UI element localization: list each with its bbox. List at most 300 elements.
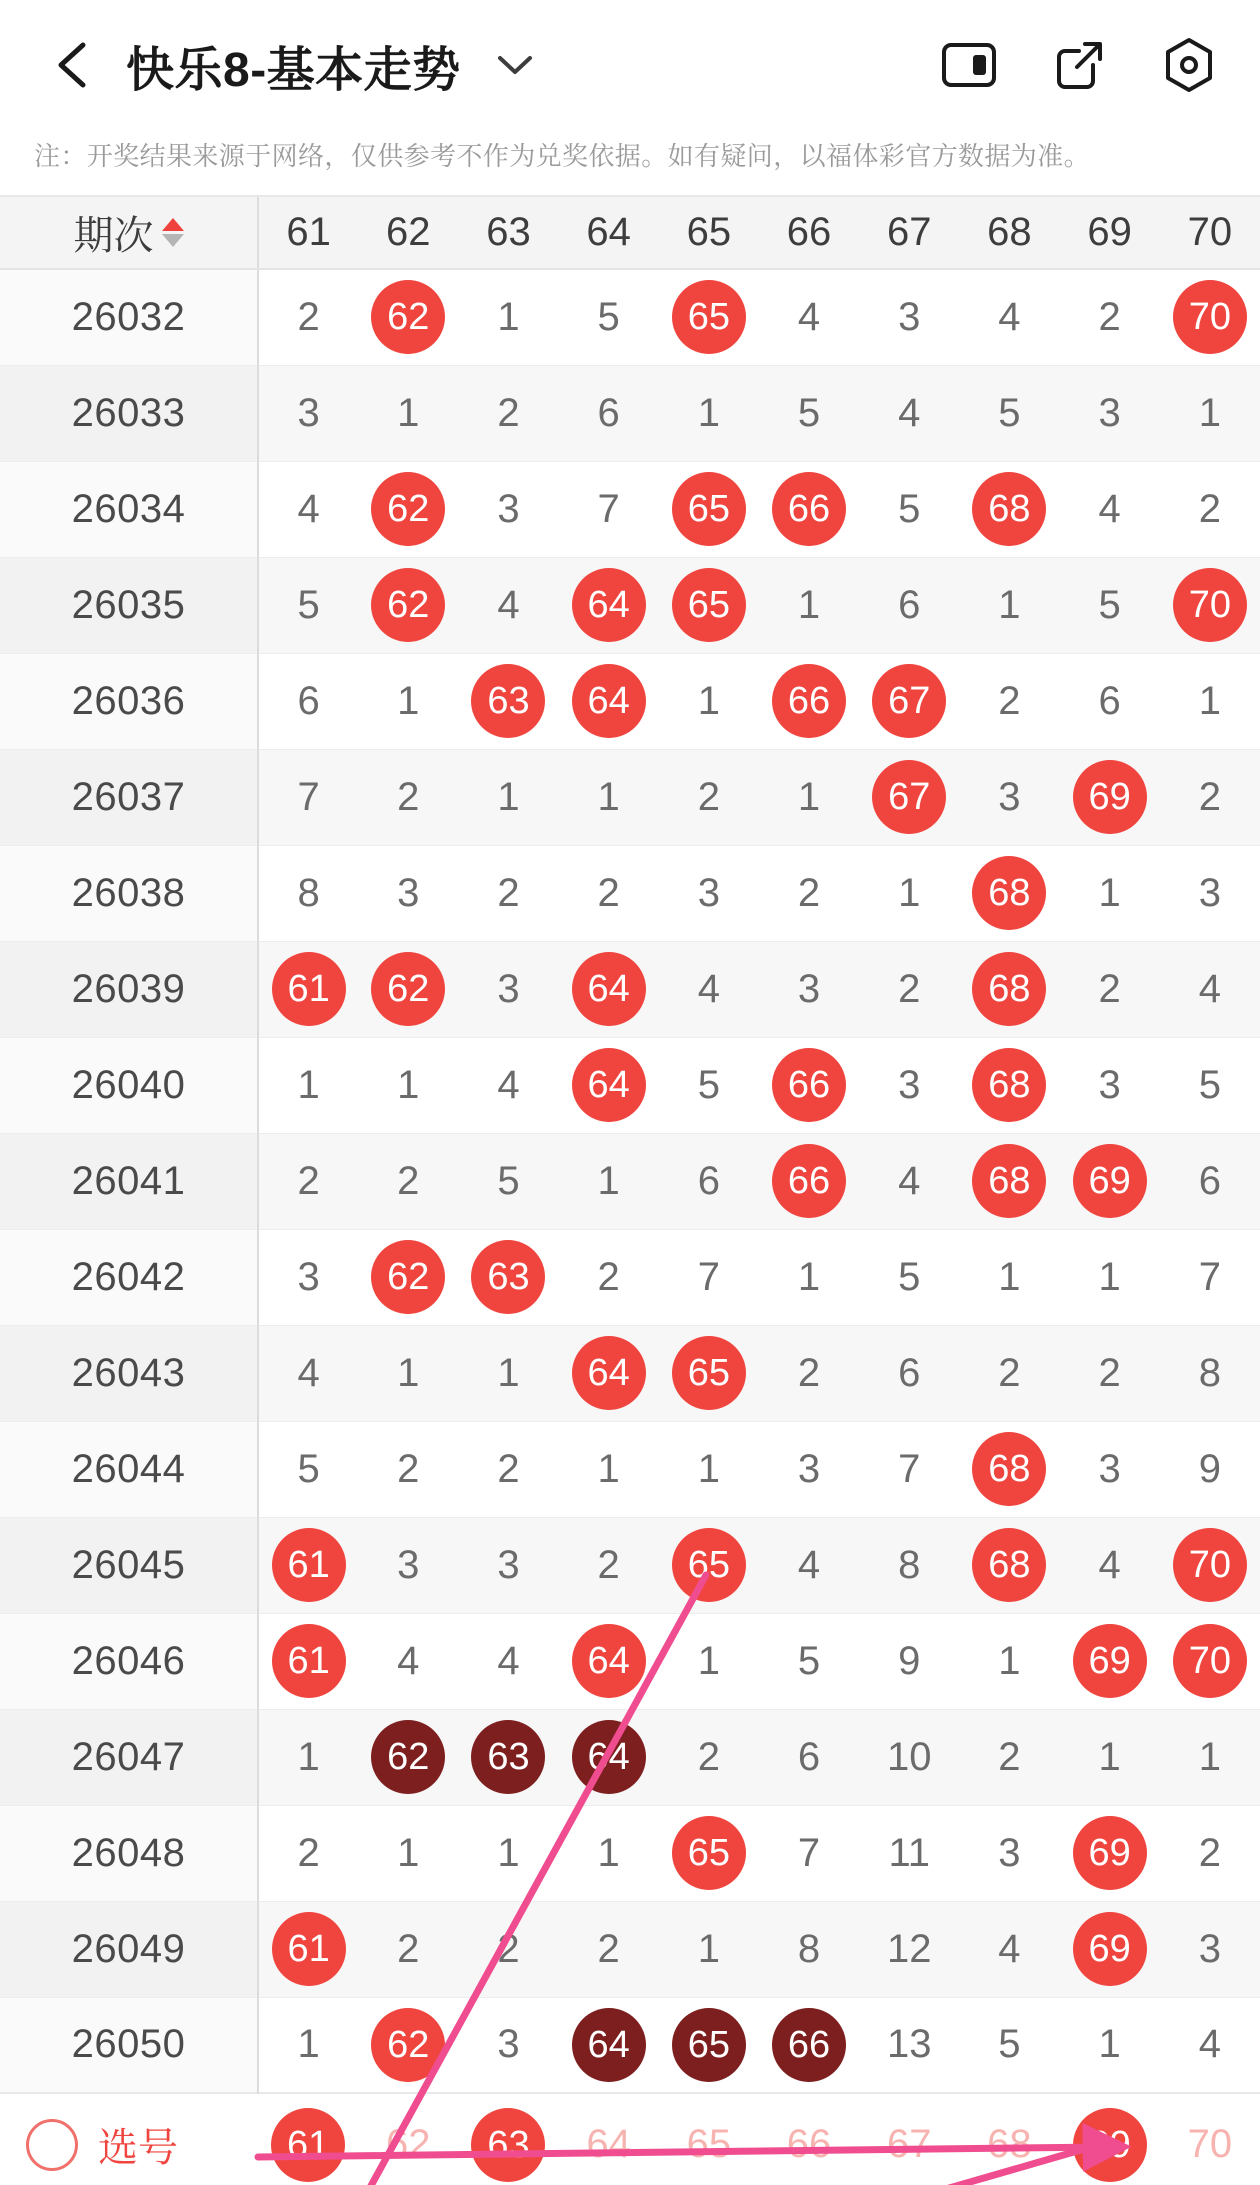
back-icon[interactable] bbox=[48, 39, 100, 91]
select-number-cell[interactable]: 67 bbox=[859, 2093, 959, 2185]
share-icon[interactable] bbox=[1048, 34, 1110, 96]
miss-cell[interactable]: 4 bbox=[1160, 1997, 1260, 2093]
table-row[interactable] bbox=[0, 1613, 1260, 1709]
number-ball[interactable]: 66 bbox=[772, 472, 846, 546]
number-ball[interactable]: 64 bbox=[572, 1720, 646, 1794]
miss-cell[interactable]: 1 bbox=[1060, 1997, 1160, 2093]
miss-cell[interactable]: 4 bbox=[258, 1325, 358, 1421]
miss-cell[interactable]: 1 bbox=[559, 1421, 659, 1517]
hit-cell[interactable] bbox=[659, 1997, 759, 2093]
miss-cell[interactable]: 5 bbox=[859, 461, 959, 557]
miss-cell[interactable]: 2 bbox=[1160, 1805, 1260, 1901]
hit-cell[interactable] bbox=[959, 1421, 1059, 1517]
sort-desc-icon[interactable] bbox=[162, 234, 184, 247]
miss-cell[interactable]: 3 bbox=[458, 1517, 558, 1613]
issue-cell[interactable]: 26042 bbox=[0, 1229, 258, 1325]
issue-cell[interactable]: 26035 bbox=[0, 557, 258, 653]
issue-cell[interactable]: 26043 bbox=[0, 1325, 258, 1421]
miss-cell[interactable]: 13 bbox=[859, 1997, 959, 2093]
miss-cell[interactable]: 5 bbox=[959, 1997, 1059, 2093]
miss-cell[interactable]: 1 bbox=[659, 1613, 759, 1709]
miss-cell[interactable]: 7 bbox=[559, 461, 659, 557]
hit-cell[interactable] bbox=[358, 1229, 458, 1325]
miss-cell[interactable]: 2 bbox=[659, 749, 759, 845]
table-row[interactable] bbox=[0, 1229, 1260, 1325]
hit-cell[interactable] bbox=[559, 1325, 659, 1421]
miss-cell[interactable]: 1 bbox=[1060, 1229, 1160, 1325]
miss-cell[interactable]: 9 bbox=[1160, 1421, 1260, 1517]
miss-cell[interactable]: 6 bbox=[759, 1709, 859, 1805]
issue-cell[interactable]: 26047 bbox=[0, 1709, 258, 1805]
table-row[interactable] bbox=[0, 557, 1260, 653]
hit-cell[interactable] bbox=[559, 1037, 659, 1133]
select-number-cell[interactable]: 62 bbox=[358, 2093, 458, 2185]
miss-cell[interactable]: 1 bbox=[258, 1997, 358, 2093]
miss-cell[interactable]: 1 bbox=[458, 749, 558, 845]
miss-cell[interactable]: 7 bbox=[258, 749, 358, 845]
miss-cell[interactable]: 1 bbox=[659, 653, 759, 749]
miss-cell[interactable]: 2 bbox=[458, 845, 558, 941]
miss-cell[interactable]: 2 bbox=[859, 941, 959, 1037]
hit-cell[interactable] bbox=[458, 1229, 558, 1325]
column-header-69[interactable]: 69 bbox=[1060, 197, 1160, 269]
miss-cell[interactable]: 5 bbox=[859, 1229, 959, 1325]
miss-cell[interactable]: 3 bbox=[358, 845, 458, 941]
hit-cell[interactable] bbox=[1060, 749, 1160, 845]
hit-cell[interactable] bbox=[358, 461, 458, 557]
sort-arrows-icon[interactable] bbox=[162, 218, 184, 247]
issue-cell[interactable]: 26033 bbox=[0, 365, 258, 461]
select-number-cell[interactable]: 65 bbox=[659, 2093, 759, 2185]
miss-cell[interactable]: 6 bbox=[559, 365, 659, 461]
miss-cell[interactable]: 5 bbox=[759, 365, 859, 461]
number-ball[interactable]: 64 bbox=[572, 568, 646, 642]
hit-cell[interactable] bbox=[358, 269, 458, 365]
miss-cell[interactable]: 6 bbox=[258, 653, 358, 749]
number-ball[interactable]: 61 bbox=[272, 1624, 346, 1698]
number-ball[interactable]: 64 bbox=[572, 664, 646, 738]
number-ball[interactable]: 70 bbox=[1173, 568, 1247, 642]
number-ball[interactable]: 68 bbox=[972, 1144, 1046, 1218]
hit-cell[interactable] bbox=[559, 1613, 659, 1709]
miss-cell[interactable]: 2 bbox=[959, 1709, 1059, 1805]
select-number-cell[interactable] bbox=[258, 2093, 358, 2185]
column-header-68[interactable]: 68 bbox=[959, 197, 1059, 269]
miss-cell[interactable]: 3 bbox=[859, 1037, 959, 1133]
hit-cell[interactable] bbox=[659, 1805, 759, 1901]
number-ball[interactable]: 69 bbox=[1073, 1816, 1147, 1890]
column-header-62[interactable]: 62 bbox=[358, 197, 458, 269]
miss-cell[interactable]: 2 bbox=[559, 1517, 659, 1613]
miss-cell[interactable]: 1 bbox=[659, 1901, 759, 1997]
miss-cell[interactable]: 8 bbox=[859, 1517, 959, 1613]
miss-cell[interactable]: 3 bbox=[859, 269, 959, 365]
number-ball[interactable]: 70 bbox=[1173, 280, 1247, 354]
table-row[interactable] bbox=[0, 1805, 1260, 1901]
miss-cell[interactable]: 1 bbox=[959, 557, 1059, 653]
number-ball[interactable]: 62 bbox=[371, 568, 445, 642]
table-row[interactable] bbox=[0, 1133, 1260, 1229]
miss-cell[interactable]: 2 bbox=[559, 845, 659, 941]
miss-cell[interactable]: 7 bbox=[659, 1229, 759, 1325]
miss-cell[interactable]: 1 bbox=[759, 557, 859, 653]
column-header-66[interactable]: 66 bbox=[759, 197, 859, 269]
number-ball[interactable]: 62 bbox=[371, 1240, 445, 1314]
hit-cell[interactable] bbox=[458, 1709, 558, 1805]
miss-cell[interactable]: 1 bbox=[659, 1421, 759, 1517]
hit-cell[interactable] bbox=[659, 461, 759, 557]
issue-cell[interactable]: 26045 bbox=[0, 1517, 258, 1613]
miss-cell[interactable]: 1 bbox=[1160, 1709, 1260, 1805]
miss-cell[interactable]: 3 bbox=[458, 941, 558, 1037]
miss-cell[interactable]: 1 bbox=[1060, 1709, 1160, 1805]
miss-cell[interactable]: 12 bbox=[859, 1901, 959, 1997]
hit-cell[interactable] bbox=[1160, 269, 1260, 365]
miss-cell[interactable]: 5 bbox=[458, 1133, 558, 1229]
number-ball[interactable]: 64 bbox=[572, 952, 646, 1026]
number-ball[interactable]: 69 bbox=[1073, 760, 1147, 834]
miss-cell[interactable]: 8 bbox=[258, 845, 358, 941]
miss-cell[interactable]: 2 bbox=[358, 749, 458, 845]
number-ball[interactable]: 62 bbox=[371, 280, 445, 354]
table-row[interactable] bbox=[0, 749, 1260, 845]
sort-asc-icon[interactable] bbox=[162, 218, 184, 231]
hit-cell[interactable] bbox=[258, 1517, 358, 1613]
select-number-cell[interactable]: 64 bbox=[559, 2093, 659, 2185]
number-ball[interactable]: 68 bbox=[972, 1432, 1046, 1506]
miss-cell[interactable]: 1 bbox=[859, 845, 959, 941]
miss-cell[interactable]: 1 bbox=[1160, 365, 1260, 461]
issue-cell[interactable]: 26050 bbox=[0, 1997, 258, 2093]
miss-cell[interactable]: 8 bbox=[759, 1901, 859, 1997]
miss-cell[interactable]: 6 bbox=[859, 557, 959, 653]
miss-cell[interactable]: 1 bbox=[358, 1037, 458, 1133]
number-ball[interactable]: 69 bbox=[1073, 1912, 1147, 1986]
trend-table-wrap[interactable] bbox=[0, 195, 1260, 2185]
hit-cell[interactable] bbox=[659, 1325, 759, 1421]
miss-cell[interactable]: 7 bbox=[759, 1805, 859, 1901]
select-number-row[interactable] bbox=[0, 2093, 1260, 2185]
miss-cell[interactable]: 3 bbox=[759, 941, 859, 1037]
miss-cell[interactable]: 1 bbox=[759, 749, 859, 845]
number-ball[interactable]: 61 bbox=[272, 1912, 346, 1986]
miss-cell[interactable]: 2 bbox=[358, 1901, 458, 1997]
miss-cell[interactable]: 4 bbox=[759, 269, 859, 365]
number-ball[interactable]: 65 bbox=[672, 1528, 746, 1602]
miss-cell[interactable]: 4 bbox=[759, 1517, 859, 1613]
issue-cell[interactable]: 26038 bbox=[0, 845, 258, 941]
number-ball[interactable]: 68 bbox=[972, 952, 1046, 1026]
miss-cell[interactable]: 5 bbox=[659, 1037, 759, 1133]
hit-cell[interactable] bbox=[859, 749, 959, 845]
miss-cell[interactable]: 9 bbox=[859, 1613, 959, 1709]
number-ball[interactable]: 64 bbox=[572, 1624, 646, 1698]
hit-cell[interactable] bbox=[559, 1709, 659, 1805]
issue-cell[interactable]: 26034 bbox=[0, 461, 258, 557]
select-label-cell[interactable] bbox=[0, 2093, 258, 2185]
hit-cell[interactable] bbox=[1060, 1133, 1160, 1229]
miss-cell[interactable]: 3 bbox=[1060, 365, 1160, 461]
miss-cell[interactable]: 1 bbox=[358, 365, 458, 461]
hit-cell[interactable] bbox=[759, 1997, 859, 2093]
miss-cell[interactable]: 6 bbox=[659, 1133, 759, 1229]
hit-cell[interactable] bbox=[559, 1997, 659, 2093]
hit-cell[interactable] bbox=[959, 1133, 1059, 1229]
number-ball[interactable]: 65 bbox=[672, 2008, 746, 2082]
miss-cell[interactable]: 3 bbox=[1160, 1901, 1260, 1997]
number-ball[interactable]: 66 bbox=[772, 2008, 846, 2082]
hit-cell[interactable] bbox=[959, 1517, 1059, 1613]
miss-cell[interactable]: 1 bbox=[458, 269, 558, 365]
table-row[interactable] bbox=[0, 1901, 1260, 1997]
number-ball[interactable]: 61 bbox=[272, 952, 346, 1026]
miss-cell[interactable]: 1 bbox=[258, 1709, 358, 1805]
column-header-64[interactable]: 64 bbox=[559, 197, 659, 269]
miss-cell[interactable]: 1 bbox=[559, 1133, 659, 1229]
select-number-cell[interactable]: 70 bbox=[1160, 2093, 1260, 2185]
miss-cell[interactable]: 1 bbox=[1060, 845, 1160, 941]
miss-cell[interactable]: 2 bbox=[458, 1901, 558, 1997]
number-ball[interactable]: 64 bbox=[572, 1336, 646, 1410]
hit-cell[interactable] bbox=[659, 269, 759, 365]
number-ball[interactable]: 65 bbox=[672, 472, 746, 546]
hit-cell[interactable] bbox=[258, 941, 358, 1037]
miss-cell[interactable]: 2 bbox=[559, 1229, 659, 1325]
miss-cell[interactable]: 4 bbox=[358, 1613, 458, 1709]
miss-cell[interactable]: 3 bbox=[358, 1517, 458, 1613]
miss-cell[interactable]: 5 bbox=[258, 1421, 358, 1517]
number-ball[interactable]: 68 bbox=[972, 472, 1046, 546]
miss-cell[interactable]: 2 bbox=[1060, 941, 1160, 1037]
number-ball[interactable]: 65 bbox=[672, 568, 746, 642]
miss-cell[interactable]: 1 bbox=[659, 365, 759, 461]
issue-cell[interactable]: 26049 bbox=[0, 1901, 258, 1997]
issue-cell[interactable]: 26040 bbox=[0, 1037, 258, 1133]
miss-cell[interactable]: 5 bbox=[258, 557, 358, 653]
number-ball[interactable]: 65 bbox=[672, 1336, 746, 1410]
hit-cell[interactable] bbox=[959, 1037, 1059, 1133]
table-row[interactable] bbox=[0, 461, 1260, 557]
number-ball[interactable]: 66 bbox=[772, 1048, 846, 1122]
hit-cell[interactable] bbox=[859, 653, 959, 749]
chevron-down-icon[interactable] bbox=[495, 45, 535, 85]
number-ball[interactable]: 62 bbox=[371, 952, 445, 1026]
number-ball[interactable]: 62 bbox=[371, 472, 445, 546]
miss-cell[interactable]: 4 bbox=[859, 365, 959, 461]
column-header-65[interactable]: 65 bbox=[659, 197, 759, 269]
miss-cell[interactable]: 3 bbox=[1060, 1037, 1160, 1133]
miss-cell[interactable]: 8 bbox=[1160, 1325, 1260, 1421]
number-ball[interactable]: 65 bbox=[672, 280, 746, 354]
miss-cell[interactable]: 2 bbox=[1060, 1325, 1160, 1421]
table-row[interactable] bbox=[0, 1325, 1260, 1421]
number-ball[interactable]: 70 bbox=[1173, 1528, 1247, 1602]
issue-cell[interactable]: 26046 bbox=[0, 1613, 258, 1709]
miss-cell[interactable]: 6 bbox=[1160, 1133, 1260, 1229]
issue-cell[interactable]: 26041 bbox=[0, 1133, 258, 1229]
hit-cell[interactable] bbox=[659, 1517, 759, 1613]
number-ball[interactable]: 64 bbox=[572, 1048, 646, 1122]
miss-cell[interactable]: 1 bbox=[959, 1229, 1059, 1325]
miss-cell[interactable]: 4 bbox=[1160, 941, 1260, 1037]
miss-cell[interactable]: 4 bbox=[959, 269, 1059, 365]
table-row[interactable] bbox=[0, 1037, 1260, 1133]
miss-cell[interactable]: 2 bbox=[258, 1133, 358, 1229]
miss-cell[interactable]: 2 bbox=[458, 1421, 558, 1517]
miss-cell[interactable]: 3 bbox=[659, 845, 759, 941]
hit-cell[interactable] bbox=[1160, 1613, 1260, 1709]
number-ball[interactable]: 66 bbox=[772, 1144, 846, 1218]
table-row[interactable] bbox=[0, 269, 1260, 365]
select-number-cell[interactable]: 66 bbox=[759, 2093, 859, 2185]
hit-cell[interactable] bbox=[1060, 1613, 1160, 1709]
hit-cell[interactable] bbox=[959, 845, 1059, 941]
select-circle-icon[interactable] bbox=[26, 2119, 78, 2171]
hit-cell[interactable] bbox=[358, 1709, 458, 1805]
number-ball[interactable]: 68 bbox=[972, 1528, 1046, 1602]
miss-cell[interactable]: 2 bbox=[258, 1805, 358, 1901]
select-number-cell[interactable]: 68 bbox=[959, 2093, 1059, 2185]
number-ball[interactable]: 70 bbox=[1173, 1624, 1247, 1698]
miss-cell[interactable]: 4 bbox=[258, 461, 358, 557]
miss-cell[interactable]: 2 bbox=[659, 1709, 759, 1805]
miss-cell[interactable]: 4 bbox=[859, 1133, 959, 1229]
table-row[interactable] bbox=[0, 1709, 1260, 1805]
miss-cell[interactable]: 3 bbox=[759, 1421, 859, 1517]
miss-cell[interactable]: 2 bbox=[358, 1133, 458, 1229]
miss-cell[interactable]: 1 bbox=[358, 1805, 458, 1901]
hit-cell[interactable] bbox=[1060, 1805, 1160, 1901]
miss-cell[interactable]: 4 bbox=[458, 557, 558, 653]
number-ball[interactable]: 64 bbox=[572, 2008, 646, 2082]
hit-cell[interactable] bbox=[759, 1133, 859, 1229]
number-ball[interactable]: 68 bbox=[972, 1048, 1046, 1122]
hit-cell[interactable] bbox=[258, 1901, 358, 1997]
miss-cell[interactable]: 5 bbox=[559, 269, 659, 365]
miss-cell[interactable]: 3 bbox=[458, 1997, 558, 2093]
table-row[interactable] bbox=[0, 365, 1260, 461]
hit-cell[interactable] bbox=[358, 1997, 458, 2093]
table-row[interactable] bbox=[0, 653, 1260, 749]
miss-cell[interactable]: 5 bbox=[1060, 557, 1160, 653]
miss-cell[interactable]: 3 bbox=[458, 461, 558, 557]
miss-cell[interactable]: 2 bbox=[959, 653, 1059, 749]
selected-number-ball[interactable]: 63 bbox=[471, 2108, 545, 2182]
miss-cell[interactable]: 2 bbox=[1160, 749, 1260, 845]
miss-cell[interactable]: 3 bbox=[258, 1229, 358, 1325]
hit-cell[interactable] bbox=[358, 941, 458, 1037]
split-screen-icon[interactable] bbox=[938, 34, 1000, 96]
number-ball[interactable]: 62 bbox=[371, 1720, 445, 1794]
miss-cell[interactable]: 1 bbox=[959, 1613, 1059, 1709]
column-header-67[interactable]: 67 bbox=[859, 197, 959, 269]
miss-cell[interactable]: 1 bbox=[258, 1037, 358, 1133]
miss-cell[interactable]: 2 bbox=[358, 1421, 458, 1517]
number-ball[interactable]: 67 bbox=[872, 664, 946, 738]
table-row[interactable] bbox=[0, 1517, 1260, 1613]
issue-cell[interactable]: 26039 bbox=[0, 941, 258, 1037]
miss-cell[interactable]: 4 bbox=[1060, 461, 1160, 557]
miss-cell[interactable]: 1 bbox=[1160, 653, 1260, 749]
miss-cell[interactable]: 1 bbox=[358, 653, 458, 749]
miss-cell[interactable]: 1 bbox=[458, 1805, 558, 1901]
select-number-cell[interactable] bbox=[458, 2093, 558, 2185]
miss-cell[interactable]: 2 bbox=[759, 1325, 859, 1421]
selected-number-ball[interactable]: 61 bbox=[271, 2108, 345, 2182]
miss-cell[interactable]: 2 bbox=[258, 269, 358, 365]
hit-cell[interactable] bbox=[559, 557, 659, 653]
hit-cell[interactable] bbox=[258, 1613, 358, 1709]
table-row[interactable] bbox=[0, 845, 1260, 941]
miss-cell[interactable]: 11 bbox=[859, 1805, 959, 1901]
table-row[interactable] bbox=[0, 1997, 1260, 2093]
number-ball[interactable]: 62 bbox=[371, 2008, 445, 2082]
issue-cell[interactable]: 26037 bbox=[0, 749, 258, 845]
hit-cell[interactable] bbox=[959, 941, 1059, 1037]
miss-cell[interactable]: 6 bbox=[1060, 653, 1160, 749]
miss-cell[interactable]: 1 bbox=[559, 1805, 659, 1901]
miss-cell[interactable]: 2 bbox=[959, 1325, 1059, 1421]
number-ball[interactable]: 67 bbox=[872, 760, 946, 834]
miss-cell[interactable]: 2 bbox=[1160, 461, 1260, 557]
number-ball[interactable]: 66 bbox=[772, 664, 846, 738]
table-row[interactable] bbox=[0, 941, 1260, 1037]
hit-cell[interactable] bbox=[959, 461, 1059, 557]
miss-cell[interactable]: 3 bbox=[1160, 845, 1260, 941]
issue-column-header[interactable] bbox=[0, 197, 258, 269]
issue-cell[interactable]: 26044 bbox=[0, 1421, 258, 1517]
miss-cell[interactable]: 5 bbox=[1160, 1037, 1260, 1133]
miss-cell[interactable]: 1 bbox=[358, 1325, 458, 1421]
hit-cell[interactable] bbox=[559, 941, 659, 1037]
number-ball[interactable]: 69 bbox=[1073, 1624, 1147, 1698]
miss-cell[interactable]: 2 bbox=[559, 1901, 659, 1997]
miss-cell[interactable]: 3 bbox=[959, 749, 1059, 845]
miss-cell[interactable]: 2 bbox=[458, 365, 558, 461]
miss-cell[interactable]: 4 bbox=[959, 1901, 1059, 1997]
number-ball[interactable]: 63 bbox=[471, 1240, 545, 1314]
issue-cell[interactable]: 26036 bbox=[0, 653, 258, 749]
miss-cell[interactable]: 7 bbox=[1160, 1229, 1260, 1325]
miss-cell[interactable]: 2 bbox=[759, 845, 859, 941]
miss-cell[interactable]: 5 bbox=[959, 365, 1059, 461]
hit-cell[interactable] bbox=[759, 653, 859, 749]
select-number-cell[interactable] bbox=[1060, 2093, 1160, 2185]
target-icon[interactable] bbox=[1158, 34, 1220, 96]
number-ball[interactable]: 63 bbox=[471, 1720, 545, 1794]
hit-cell[interactable] bbox=[1160, 1517, 1260, 1613]
miss-cell[interactable]: 2 bbox=[1060, 269, 1160, 365]
issue-cell[interactable]: 26032 bbox=[0, 269, 258, 365]
number-ball[interactable]: 68 bbox=[972, 856, 1046, 930]
table-row[interactable] bbox=[0, 1421, 1260, 1517]
hit-cell[interactable] bbox=[1160, 557, 1260, 653]
column-header-61[interactable]: 61 bbox=[258, 197, 358, 269]
hit-cell[interactable] bbox=[1060, 1901, 1160, 1997]
column-header-63[interactable]: 63 bbox=[458, 197, 558, 269]
hit-cell[interactable] bbox=[458, 653, 558, 749]
miss-cell[interactable]: 1 bbox=[458, 1325, 558, 1421]
miss-cell[interactable]: 4 bbox=[659, 941, 759, 1037]
miss-cell[interactable]: 1 bbox=[759, 1229, 859, 1325]
miss-cell[interactable]: 4 bbox=[458, 1037, 558, 1133]
number-ball[interactable]: 61 bbox=[272, 1528, 346, 1602]
column-header-70[interactable]: 70 bbox=[1160, 197, 1260, 269]
miss-cell[interactable]: 5 bbox=[759, 1613, 859, 1709]
miss-cell[interactable]: 3 bbox=[258, 365, 358, 461]
miss-cell[interactable]: 3 bbox=[1060, 1421, 1160, 1517]
miss-cell[interactable]: 4 bbox=[458, 1613, 558, 1709]
